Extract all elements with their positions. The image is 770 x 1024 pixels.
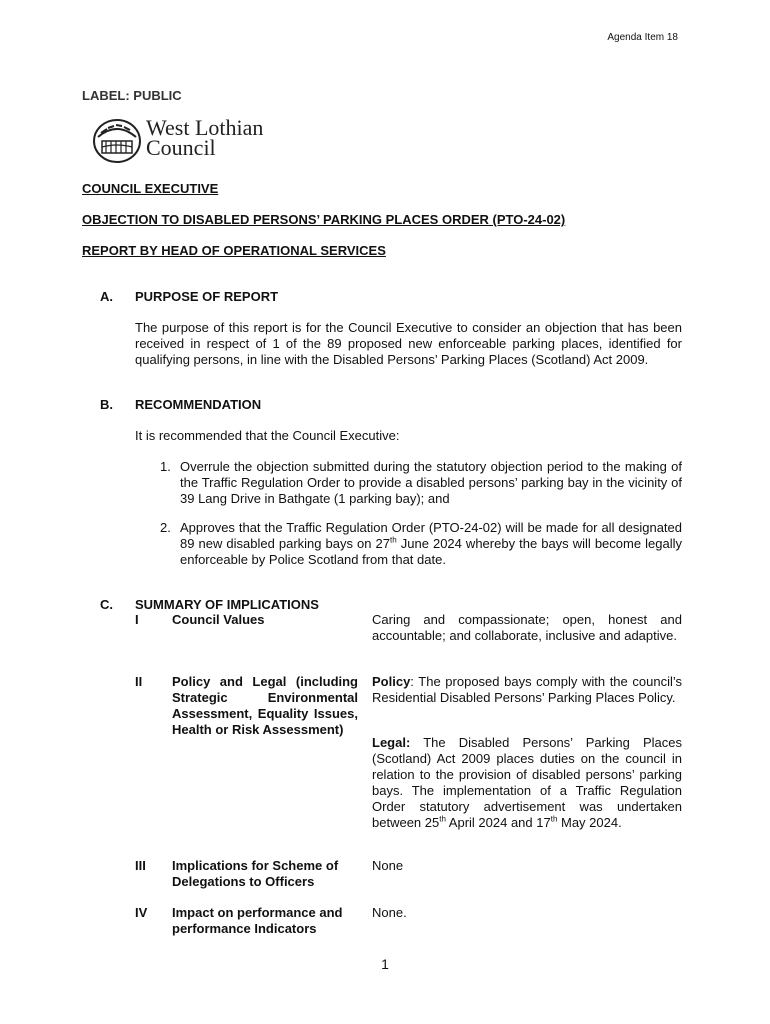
report-title: OBJECTION TO DISABLED PERSONS’ PARKING PLACES ORDER (PTO-24-02) xyxy=(82,212,566,227)
implication-text: None. xyxy=(372,905,407,920)
implication-numeral: I xyxy=(135,612,139,627)
implication-label: Council Values xyxy=(172,612,265,627)
legal-label: Legal: xyxy=(372,735,411,750)
logo-line-2: Council xyxy=(146,135,216,160)
agenda-item: Agenda Item 18 xyxy=(607,32,678,43)
legal-text-part: The Disabled Persons’ Parking Places (Scotland) Act 2009 places duties on the council in relation to the provision of disabled persons’ parking bays. The implementation of a Traffic Regulation Order statutory advertisement was undertaken between 25 xyxy=(372,735,682,830)
implication-text: None xyxy=(372,858,404,873)
section-a-letter: A. xyxy=(100,289,113,304)
section-a-body: The purpose of this report is for the Council Executive to consider an objection that has been received in respect of 1 of the 89 proposed new enforceable parking places, identified for qualifying persons, in line with the Disabled Persons’ Parking Places (Scotland) Act 2009. xyxy=(135,320,682,367)
superscript: th xyxy=(550,814,558,824)
implication-legal-text xyxy=(372,735,682,831)
policy-text: : The proposed bays comply with the council’s Residential Disabled Persons’ Parking Places Policy. xyxy=(372,674,682,705)
superscript: th xyxy=(390,535,397,545)
council-logo-text xyxy=(146,115,264,160)
implication-text: Caring and compassionate; open, honest and accountable; and collaborate, inclusive and adaptive. xyxy=(372,612,682,643)
implication-policy-text xyxy=(372,674,682,706)
implication-numeral: III xyxy=(135,858,146,873)
section-b-title: RECOMMENDATION xyxy=(135,397,262,412)
policy-label: Policy xyxy=(372,674,411,689)
report-by-heading: REPORT BY HEAD OF OPERATIONAL SERVICES xyxy=(82,243,386,258)
section-a-title: PURPOSE OF REPORT xyxy=(135,289,279,304)
logo-line-1: West Lothian xyxy=(146,115,264,140)
recommendation-text: Overrule the objection submitted during the statutory objection period to the making of the Traffic Regulation Order to provide a disabled persons’ parking bay in the vicinity of 39 Lang Drive in Bathgate (1 parking bay); and xyxy=(180,459,682,506)
implication-numeral: IV xyxy=(135,905,148,920)
legal-text-part: April 2024 and 17 xyxy=(445,815,551,830)
recommendation-text xyxy=(180,520,682,568)
implication-numeral: II xyxy=(135,674,143,689)
superscript: th xyxy=(439,814,446,824)
implication-label: Implications for Scheme of Delegations to Officers xyxy=(172,858,339,889)
implication-label: Policy and Legal (including Strategic Environmental Assessment, Equality Issues, Health or Risk Assessment) xyxy=(172,674,358,737)
section-b-intro: It is recommended that the Council Executive: xyxy=(135,428,400,443)
recommendation-number: 2. xyxy=(160,520,171,535)
council-logo-icon xyxy=(92,117,144,165)
recommendation-text-part: June 2024 whereby the bays will become legally enforceable by Police Scotland from that date. xyxy=(180,536,682,567)
implication-label: Impact on performance and performance Indicators xyxy=(172,905,343,936)
recommendation-text-part: Approves that the Traffic Regulation Order (PTO-24-02) will be made for all designated 89 new disabled parking bays on 27 xyxy=(180,520,682,551)
section-c-letter: C. xyxy=(100,597,113,612)
section-c-title: SUMMARY OF IMPLICATIONS xyxy=(135,597,319,612)
committee-heading: COUNCIL EXECUTIVE xyxy=(82,181,219,196)
recommendation-number: 1. xyxy=(160,459,171,474)
section-b-letter: B. xyxy=(100,397,113,412)
page-number: 1 xyxy=(381,956,389,972)
document-label: LABEL: PUBLIC xyxy=(82,88,182,103)
legal-text-part: May 2024. xyxy=(557,815,622,830)
